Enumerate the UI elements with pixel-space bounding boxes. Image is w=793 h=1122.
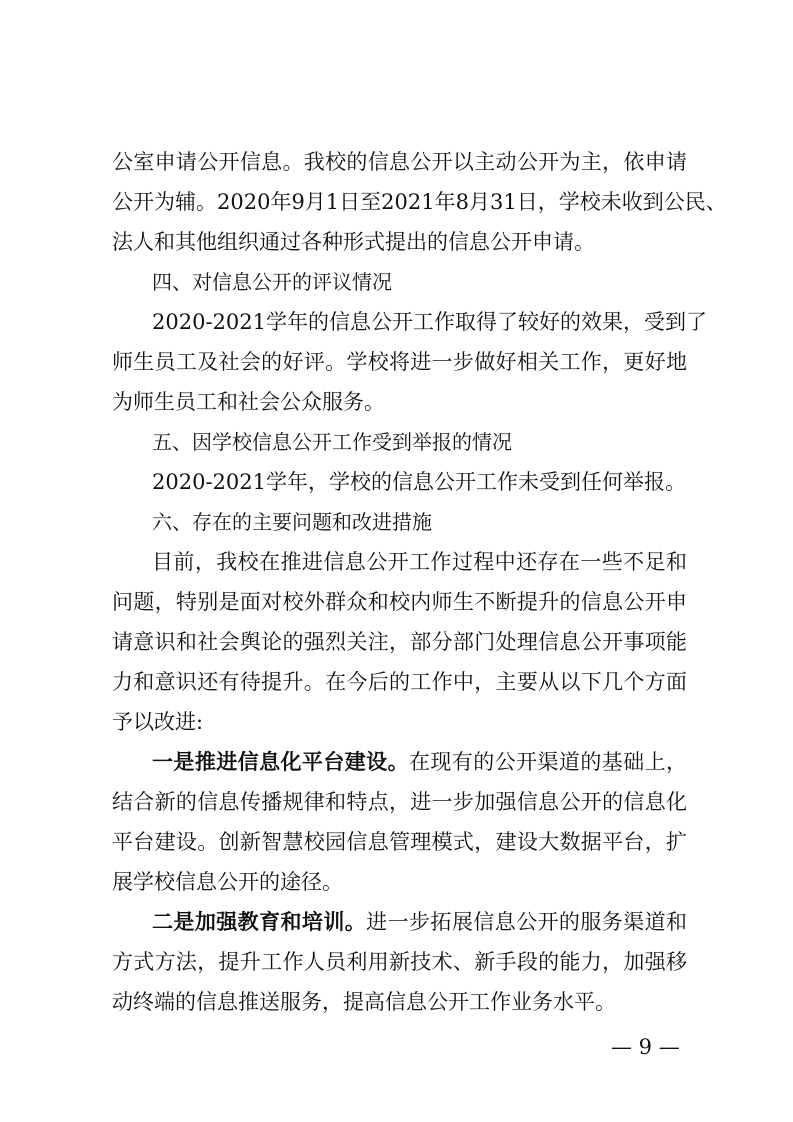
measure-2-first-line — [152, 902, 687, 942]
section-heading-6: 六、存在的主要问题和改进措施 — [152, 510, 432, 534]
paragraph-line: 问题，特别是面对校外群众和校内师生不断提升的信息公开申 — [112, 590, 687, 614]
section-heading-5: 五、因学校信息公开工作受到举报的情况 — [152, 430, 512, 454]
paragraph-line: 动终端的信息推送服务，提高信息公开工作业务水平。 — [112, 990, 616, 1014]
paragraph-line: 2020-2021学年，学校的信息公开工作未受到任何举报。 — [152, 470, 686, 494]
measure-2-text: 进一步拓展信息公开的服务渠道和 — [366, 910, 688, 934]
paragraph-line: 公室申请公开信息。我校的信息公开以主动公开为主，依申请 — [112, 150, 687, 174]
paragraph-line: 平台建设。创新智慧校园信息管理模式，建设大数据平台，扩 — [112, 830, 687, 854]
paragraph-line: 2020-2021学年的信息公开工作取得了较好的效果，受到了 — [152, 310, 707, 334]
paragraph-line: 目前，我校在推进信息公开工作过程中还存在一些不足和 — [152, 550, 687, 574]
paragraph-line: 力和意识还有待提升。在今后的工作中，主要从以下几个方面 — [112, 670, 687, 694]
paragraph-line: 方式方法，提升工作人员利用新技术、新手段的能力，加强移 — [112, 950, 687, 974]
paragraph-line: 法人和其他组织通过各种形式提出的信息公开申请。 — [112, 230, 595, 254]
section-heading-4: 四、对信息公开的评议情况 — [152, 270, 392, 294]
measure-1-text: 在现有的公开渠道的基础上， — [409, 750, 687, 774]
paragraph-line: 展学校信息公开的途径。 — [112, 870, 343, 894]
measure-1-lead: 一是推进信息化平台建设。 — [152, 749, 409, 774]
paragraph-line: 结合新的信息传播规律和特点，进一步加强信息公开的信息化 — [112, 790, 687, 814]
paragraph-line: 请意识和社会舆论的强烈关注，部分部门处理信息公开事项能 — [112, 630, 687, 654]
paragraph-line: 为师生员工和社会公众服务。 — [112, 390, 385, 414]
measure-1-first-line — [152, 742, 687, 782]
paragraph-line: 予以改进: — [112, 710, 204, 734]
paragraph-line: 师生员工及社会的好评。学校将进一步做好相关工作，更好地 — [112, 350, 687, 374]
measure-2-lead: 二是加强教育和培训。 — [152, 909, 367, 934]
page-number: — 9 — — [611, 1035, 680, 1059]
paragraph-line: 公开为辅。2020年9月1日至2021年8月31日，学校未收到公民、 — [112, 190, 727, 214]
